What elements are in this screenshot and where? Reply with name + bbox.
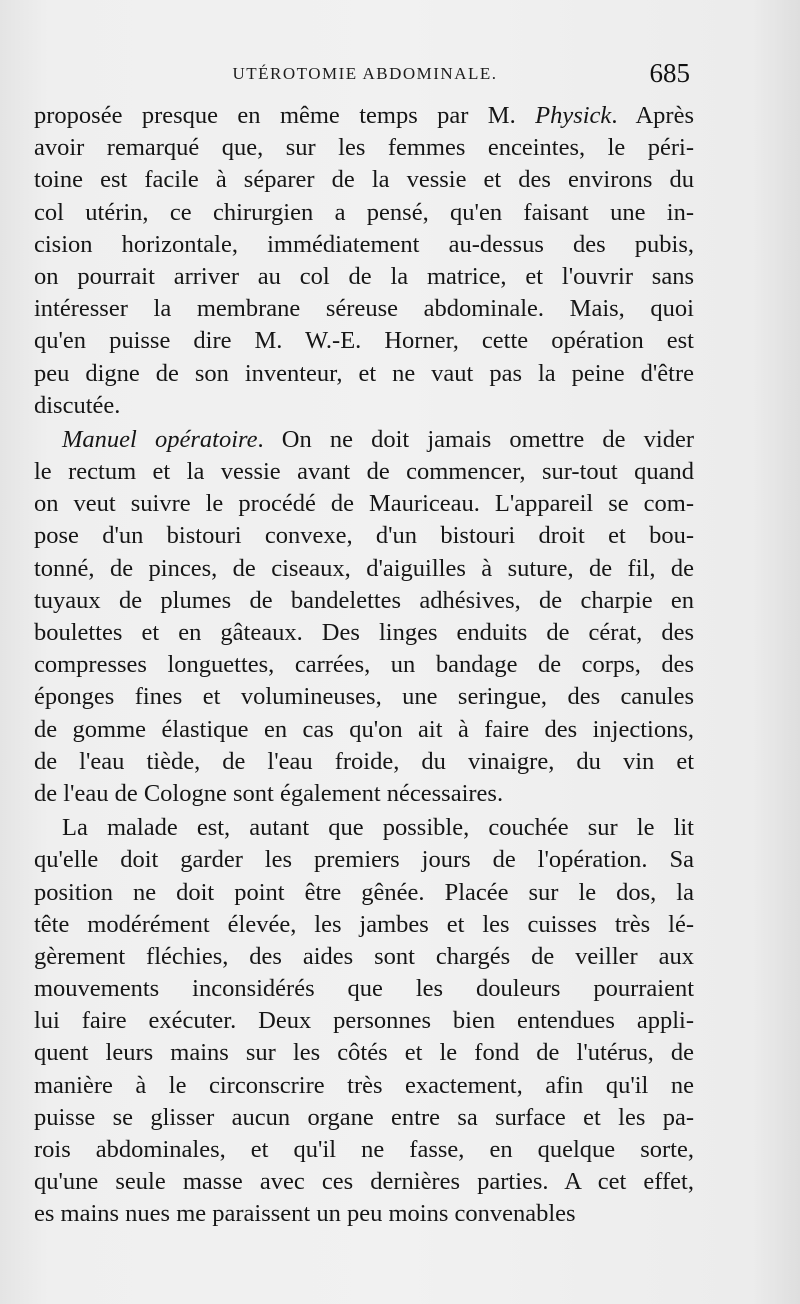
text-line: rois abdominales, et qu'il ne fasse, en quelque sorte, [34, 1136, 694, 1163]
text-line: pose d'un bistouri convexe, d'un bistouri droit et bou- [34, 522, 694, 550]
paragraph [34, 100, 694, 422]
text-line: tonné, de pinces, de ciseaux, d'aiguilles à suture, de fil, de [34, 554, 694, 582]
paragraph [34, 812, 694, 1230]
text-line: on veut suivre le procédé de Mauriceau. L'appareil se com- [34, 490, 694, 518]
text-line: le rectum et la vessie avant de commencer, sur-tout quand [34, 458, 694, 486]
text-line: gèrement fléchies, des aides sont chargés de veiller aux [34, 942, 694, 970]
paragraph [34, 424, 694, 810]
text-line: position ne doit point être gênée. Placée sur le dos, la [34, 878, 694, 906]
text-line [34, 424, 694, 456]
text-line: qu'elle doit garder les premiers jours de l'opération. Sa [34, 846, 694, 874]
text-line: puisse se glisser aucun organe entre sa surface et les pa- [34, 1103, 694, 1131]
text-line: compresses longuettes, carrées, un bandage de corps, des [34, 651, 694, 679]
text-line: avoir remarqué que, sur les femmes enceintes, le péri- [34, 134, 694, 162]
text-line: discutée. [34, 391, 121, 419]
text-body [34, 100, 694, 1231]
text-line: de gomme élastique en cas qu'on ait à faire des injections, [34, 715, 694, 743]
text-run: . Après [611, 102, 694, 129]
text-line: peu digne de son inventeur, et ne vaut pas la peine d'être [34, 359, 694, 387]
text-line: qu'en puisse dire M. W.-E. Horner, cette opération est [34, 327, 694, 355]
text-line: cision horizontale, immédiatement au-dessus des pubis, [34, 230, 694, 258]
text-line: lui faire exécuter. Deux personnes bien entendues appli- [34, 1007, 694, 1035]
text-line: de l'eau de Cologne sont également nécessaires. [34, 779, 504, 807]
text-run: proposée presque en même temps par M. [34, 102, 536, 129]
text-line: qu'une seule masse avec ces dernières parties. A cet effet, [34, 1168, 694, 1196]
text-run: . On ne doit jamais omettre de vider [257, 425, 694, 453]
text-line: quent leurs mains sur les côtés et le fond de l'utérus, de [34, 1039, 694, 1067]
running-header [36, 58, 694, 90]
text-line: col utérin, ce chirurgien a pensé, qu'en faisant une in- [34, 198, 694, 226]
text-line: manière à le circonscrire très exactement, afin qu'il ne [34, 1071, 694, 1099]
text-line: de l'eau tiède, de l'eau froide, du vinaigre, du vin et [34, 747, 694, 775]
text-line: boulettes et en gâteaux. Des linges enduits de cérat, des [34, 619, 694, 646]
running-title: UTÉROTOMIE ABDOMINALE. [232, 64, 498, 83]
text-line: tuyaux de plumes de bandelettes adhésives, de charpie en [34, 586, 694, 614]
text-line: toine est facile à séparer de la vessie et des environs du [34, 166, 694, 194]
text-line [34, 100, 694, 132]
italic-text: Manuel opératoire [62, 425, 258, 453]
text-line: on pourrait arriver au col de la matrice, et l'ouvrir sans [34, 262, 694, 290]
text-line: La malade est, autant que possible, couchée sur le lit [62, 814, 694, 842]
text-line: mouvements inconsidérés que les douleurs pourraient [34, 975, 694, 1003]
text-line: tête modérément élevée, les jambes et les cuisses très lé- [34, 910, 694, 938]
italic-text: Physick [535, 102, 612, 129]
text-line: es mains nues me paraissent un peu moins convenables [34, 1200, 576, 1228]
text-line: intéresser la membrane séreuse abdominale. Mais, quoi [34, 295, 694, 323]
page-number: 685 [649, 58, 690, 88]
text-line: éponges fines et volumineuses, une seringue, des canules [34, 683, 694, 711]
